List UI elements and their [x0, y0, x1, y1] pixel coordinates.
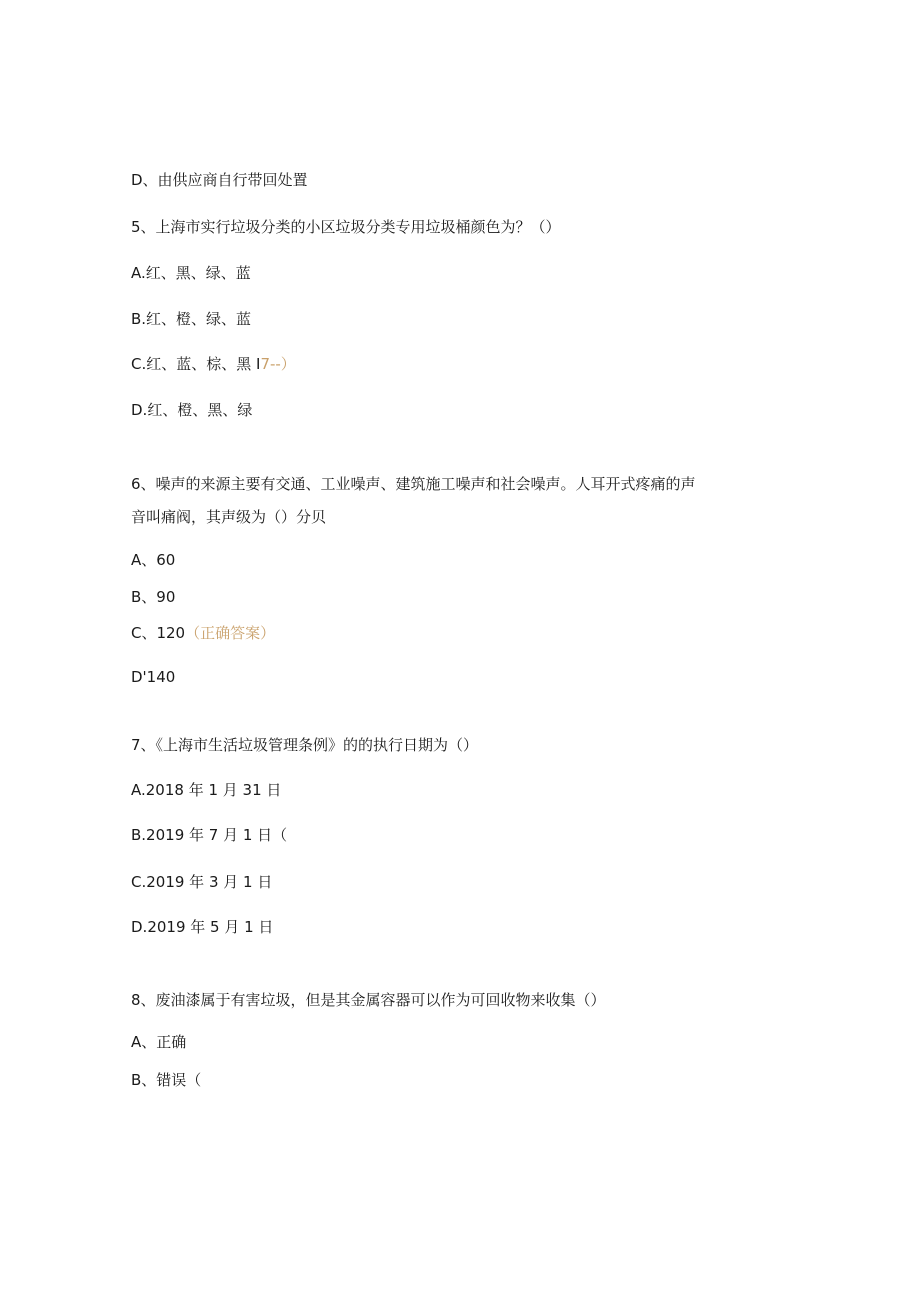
q8-option-a: A、正确 [131, 1033, 187, 1051]
q7-option-c: C.2019 年 3 月 1 日 [131, 873, 273, 891]
q6-option-a: A、60 [131, 551, 176, 569]
q6-option-d: D'140 [131, 668, 176, 686]
q4-option-d: D、由供应商自行带回处置 [131, 171, 308, 189]
q8-question: 8、废油漆属于有害垃圾，但是其金属容器可以作为可回收物来收集（） [131, 991, 606, 1009]
q8-option-b: B、错误（ [131, 1071, 202, 1089]
q5-option-d: D.红、橙、黑、绿 [131, 401, 253, 419]
q5-option-a: A.红、黑、绿、蓝 [131, 264, 251, 282]
q7-option-a: A.2018 年 1 月 31 日 [131, 781, 282, 799]
q6-option-b: B、90 [131, 588, 176, 606]
q6-option-c: C、120（正确答案） [131, 624, 276, 642]
q5-option-c: C.红、蓝、棕、黑 I7--） [131, 355, 296, 373]
q6-question-line1: 6、噪声的来源主要有交通、工业噪声、建筑施工噪声和社会噪声。人耳开式疼痛的声 [131, 475, 696, 493]
q7-option-d: D.2019 年 5 月 1 日 [131, 918, 274, 936]
q7-question: 7、《上海市生活垃圾管理条例》的的执行日期为（） [131, 736, 479, 754]
q5-option-b: B.红、橙、绿、蓝 [131, 310, 252, 328]
q7-option-b: B.2019 年 7 月 1 日（ [131, 826, 288, 844]
q5-question: 5、上海市实行垃圾分类的小区垃圾分类专用垃圾桶颜色为？（） [131, 218, 561, 236]
q6-question-line2: 音叫痛阀，其声级为（）分贝 [131, 508, 327, 526]
